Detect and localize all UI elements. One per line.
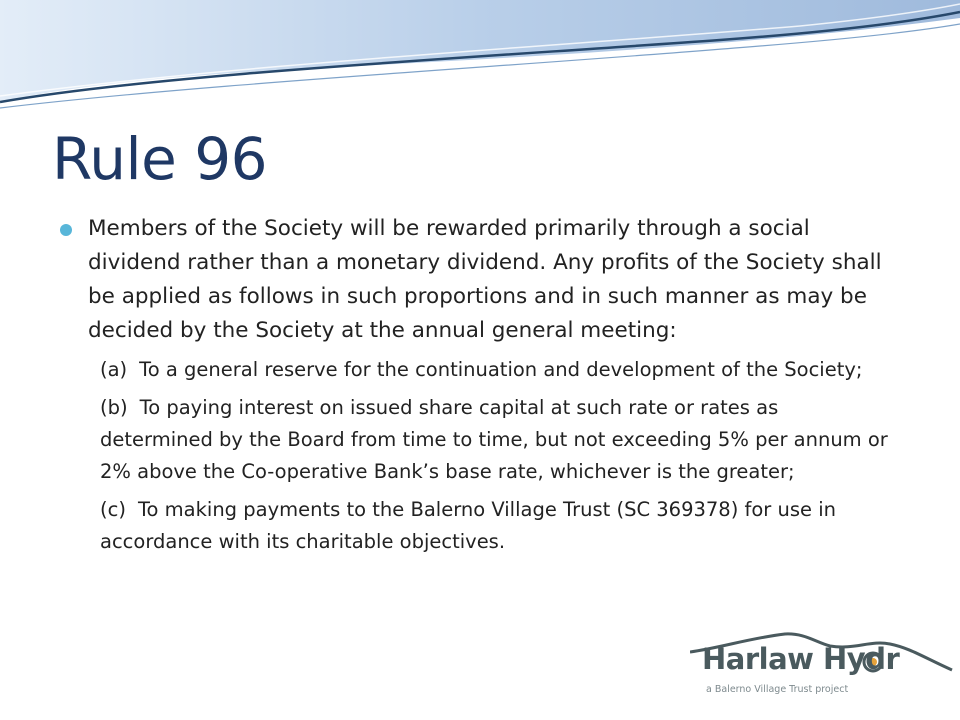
sub-item-label: (c)	[100, 498, 126, 521]
sub-item-c	[100, 494, 890, 558]
sub-item-label: (a)	[100, 358, 128, 381]
sub-item-label: (b)	[100, 396, 128, 419]
slide-title: Rule 96	[52, 125, 267, 193]
bullet-dot-icon	[60, 224, 72, 236]
logo-name: Harlaw Hydr	[702, 642, 900, 676]
bullet-item	[60, 212, 890, 348]
slide-body	[60, 212, 890, 558]
sub-item-text: To making payments to the Balerno Village Trust (SC 369378) for use in accordance with its charitable objectives.	[100, 498, 837, 553]
sub-item-text: To a general reserve for the continuation and development of the Society;	[139, 358, 863, 381]
logo-tagline: a Balerno Village Trust project	[706, 684, 849, 695]
bullet-text: Members of the Society will be rewarded primarily through a social dividend rather than a monetary dividend. Any profits of the Society shall be applied as follows in such proportions and in such manner as may be decided by the Society at the annual general meeting:	[88, 216, 882, 343]
sub-item-text: To paying interest on issued share capital at such rate or rates as determined by the Board from time to time, but not exceeding 5% per annum or 2% above the Co-operative Bank’s base rate, whichever is the greater;	[100, 396, 888, 483]
header-swoosh-decoration	[0, 0, 960, 120]
harlaw-hydro-logo	[690, 630, 960, 720]
sub-item-b	[100, 392, 890, 488]
sub-item-a	[100, 354, 890, 386]
